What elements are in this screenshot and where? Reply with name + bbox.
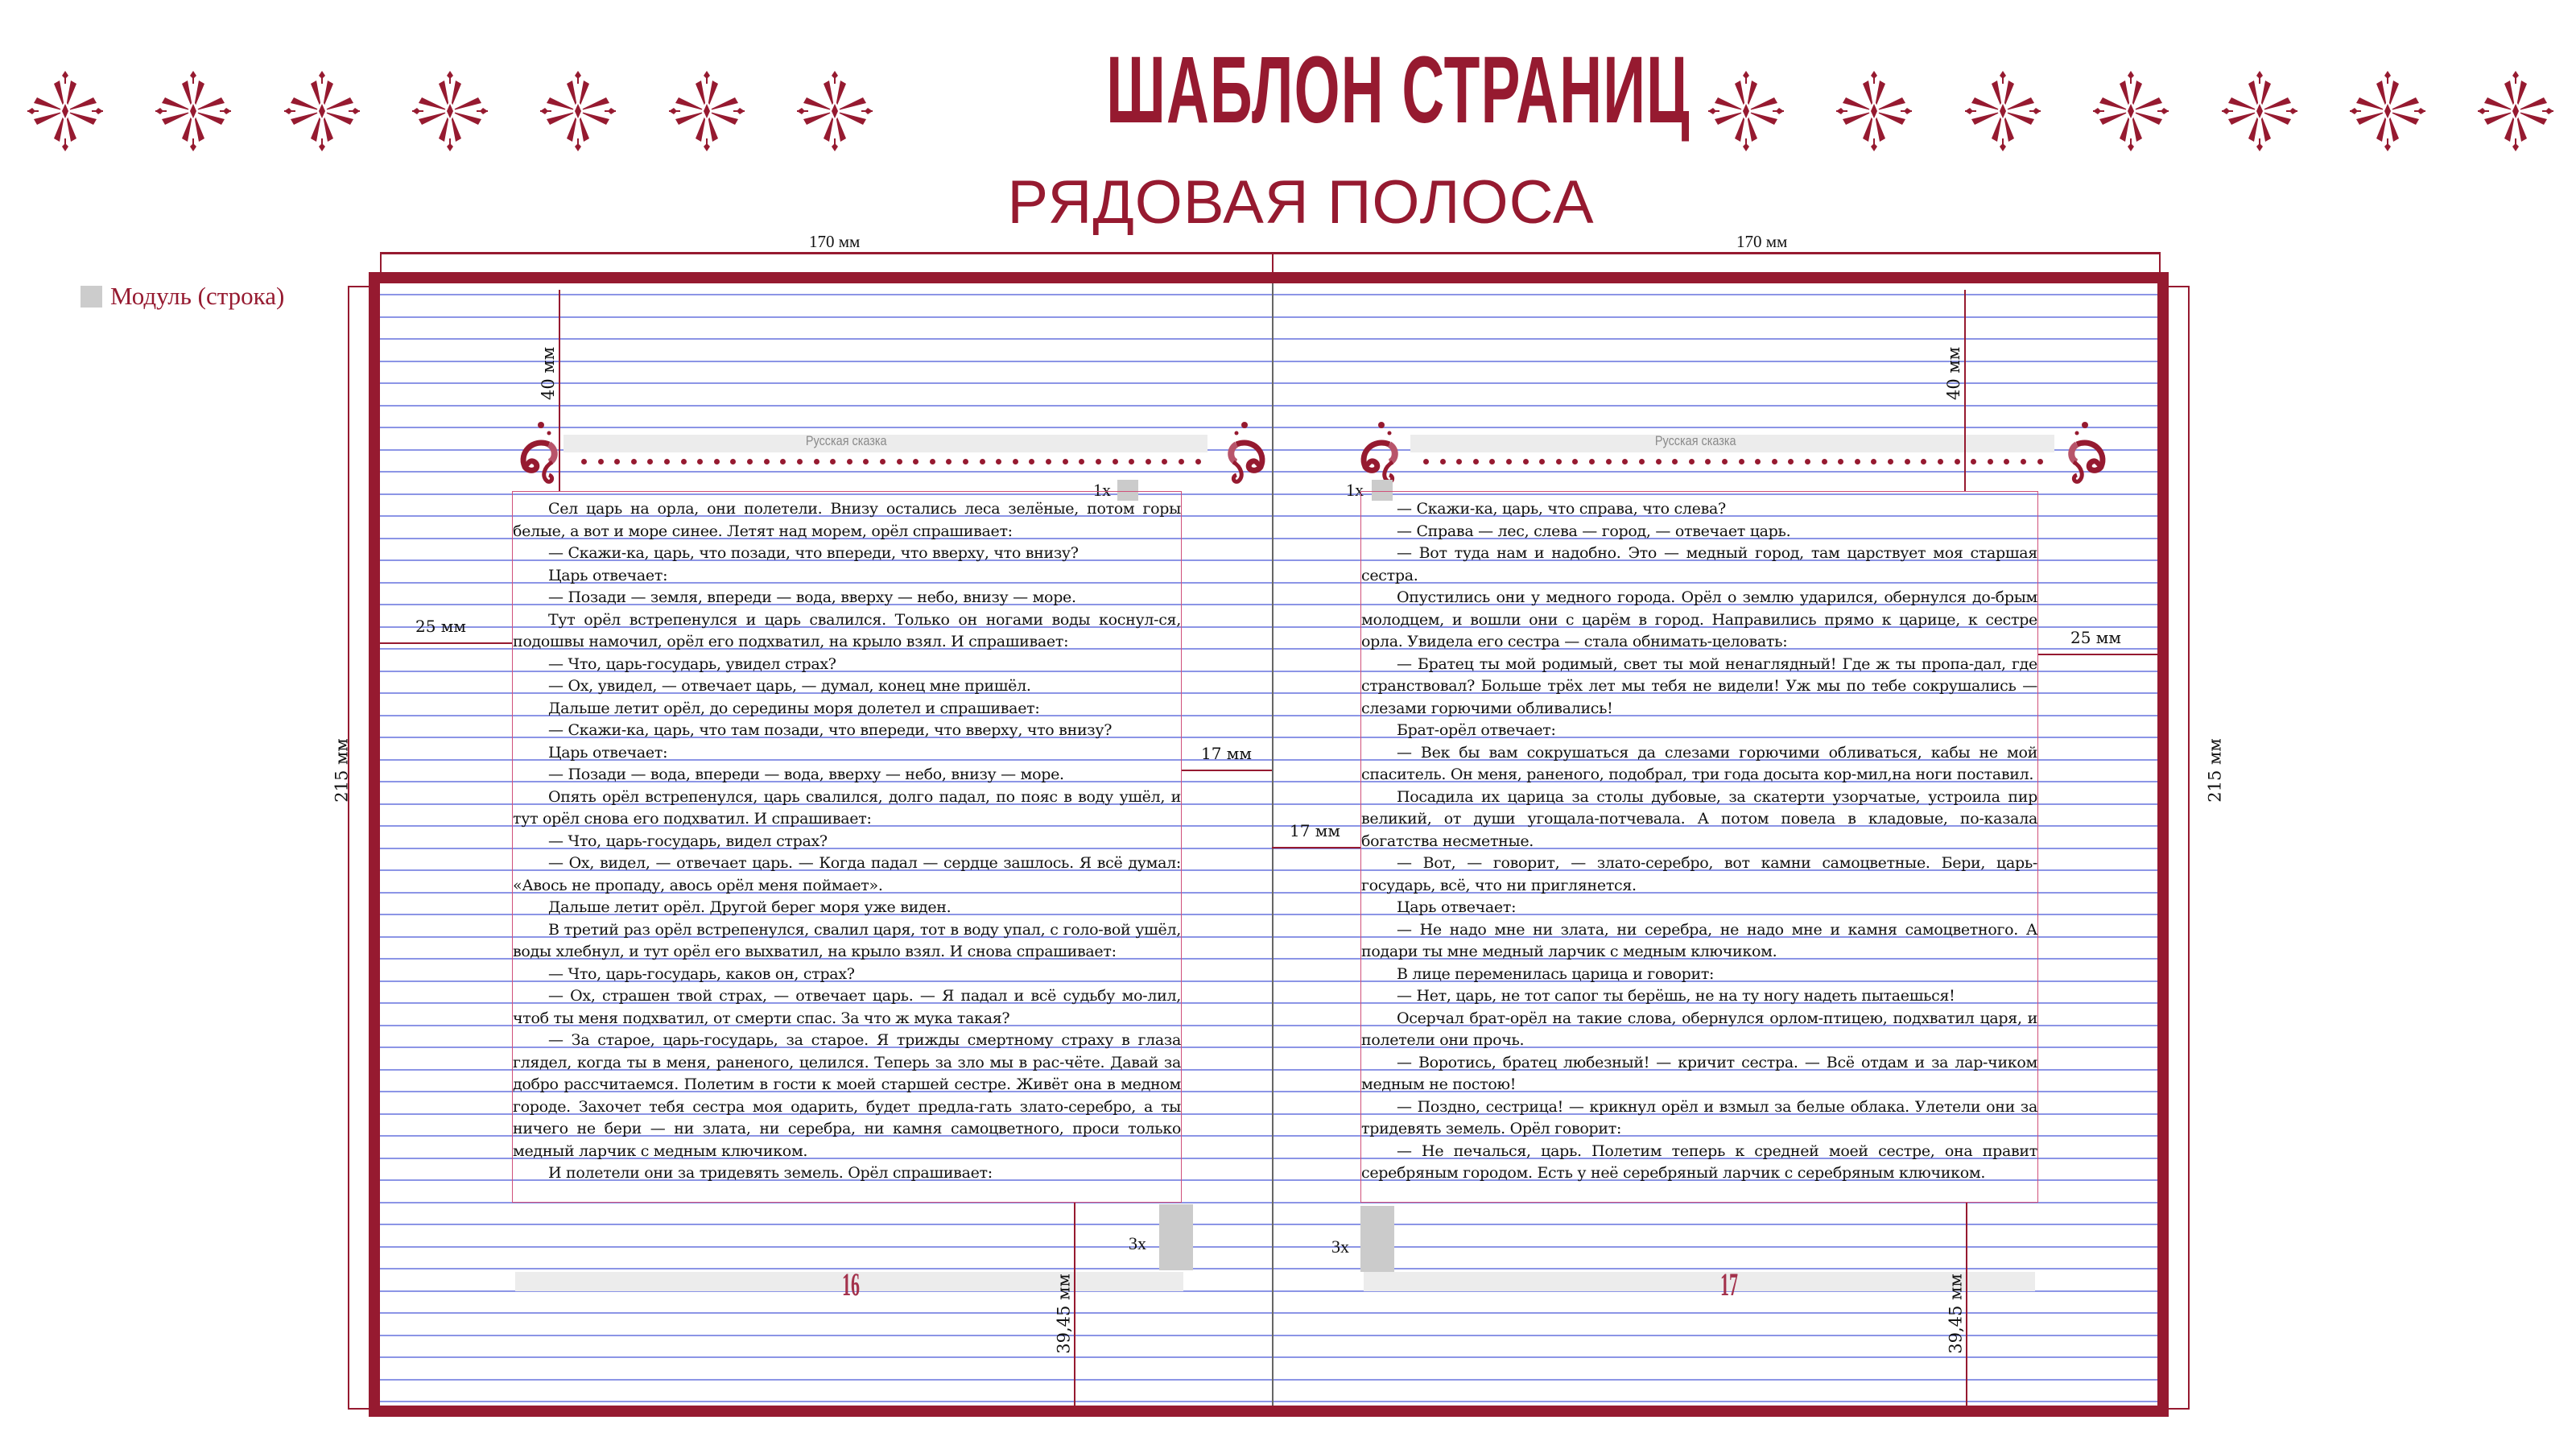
belarusian-star-ornament-icon: [284, 71, 360, 151]
paragraph: — Воротись, братец любезный! — кричит сестра. — Всё отдам и за лар-чиком медным не постою!: [1361, 1053, 2037, 1093]
dimension-height-left: [348, 286, 369, 1410]
dot: [1705, 459, 1711, 464]
dot: [996, 459, 1001, 464]
dot: [913, 459, 919, 464]
belarusian-star-ornament-icon: [2350, 71, 2425, 151]
belarusian-star-ornament-icon: [1708, 71, 1784, 151]
dot: [1129, 459, 1134, 464]
belarusian-star-ornament-icon: [155, 71, 231, 151]
dot: [2004, 459, 2009, 464]
inner-margin-arrow-right: [1272, 847, 1360, 848]
module-3x-right-label: 3x: [1331, 1236, 1349, 1257]
baseline-grid-line: [380, 294, 2157, 295]
belarusian-star-ornament-icon: [412, 71, 488, 151]
baseline-grid-line: [380, 1401, 2157, 1402]
dot: [1805, 459, 1810, 464]
dot: [714, 459, 720, 464]
body-text-left: [513, 498, 1181, 1185]
dot: [1838, 459, 1843, 464]
paragraph: — Скажи-ка, царь, что справа, что слева?: [1397, 500, 1726, 518]
dot: [697, 459, 703, 464]
page-title: ШАБЛОН СТРАНИЦ: [1106, 37, 1690, 143]
dot: [1955, 459, 1960, 464]
belarusian-star-ornament-icon: [27, 71, 103, 151]
dot: [1988, 459, 1993, 464]
running-head-left: Русская сказка: [805, 433, 887, 448]
dot: [1938, 459, 1943, 464]
paragraph: Осерчал брат-орёл на такие слова, обернулся орлом-птицею, подхватил царя, и полетели они прочь.: [1361, 1009, 2037, 1049]
spine: [1272, 283, 1274, 1406]
flourish-right-icon: [1211, 420, 1269, 485]
dot: [1162, 459, 1167, 464]
dot: [930, 459, 935, 464]
paragraph: В третий раз орёл встрепенулся, свалил царя, тот в воду упал, с голо-вой ушёл, воды хлебнул, и тут орёл его выхватил, на крыло взял. И снова спрашивает:: [513, 920, 1181, 960]
module-1x-right-label: 1x: [1346, 480, 1364, 500]
dimension-width-right-label: 170 мм: [1736, 232, 1788, 251]
dot: [880, 459, 886, 464]
dot: [1046, 459, 1051, 464]
paragraph: Царь отвечает:: [548, 566, 668, 584]
dot: [1113, 459, 1118, 464]
ornament-row-left: [0, 71, 886, 151]
dimension-height-right-label: 215 мм: [2205, 738, 2225, 803]
inner-margin-label-left: 17 мм: [1201, 744, 1252, 763]
dot: [1063, 459, 1068, 464]
dot: [1788, 459, 1794, 464]
dot: [980, 459, 985, 464]
dot: [598, 459, 604, 464]
dot: [1179, 459, 1184, 464]
dot: [730, 459, 736, 464]
paragraph: — Братец ты мой родимый, свет ты мой ненаглядный! Где ж ты пропа-дал, где странствовал? Больше трёх лет мы тебя не видели! Уж мы по тебе сокрушались — слезами горючими обливались!: [1361, 654, 2037, 717]
dot: [780, 459, 786, 464]
top-margin-arrow-right: [1964, 290, 1966, 491]
baseline-grid-line: [380, 1312, 2157, 1314]
paragraph: — Ох, страшен твой страх, — отвечает царь. — Я падал и всё судьбу мо-лил, чтоб ты меня подхватил, от смерти спас. За что ж мука такая?: [513, 987, 1181, 1027]
top-margin-arrow-left: [559, 290, 560, 491]
belarusian-star-ornament-icon: [2093, 71, 2169, 151]
paragraph: И полетели они за тридевять земель. Орёл спрашивает:: [548, 1164, 993, 1182]
outer-margin-arrow-right: [2038, 654, 2159, 655]
dot: [1622, 459, 1628, 464]
inner-margin-label-right: 17 мм: [1290, 821, 1340, 840]
page-spread: [369, 272, 2169, 1417]
text-frame-left: [512, 491, 1182, 1203]
running-head-right: Русская сказка: [1654, 433, 1736, 448]
paragraph: Дальше летит орёл. Другой берег моря уже виден.: [548, 898, 952, 916]
belarusian-star-ornament-icon: [1836, 71, 1912, 151]
flourish-left-icon: [1357, 420, 1415, 485]
top-margin-label-left: 40 мм: [539, 346, 559, 401]
page-subtitle: РЯДОВАЯ ПОЛОСА: [1007, 168, 1595, 237]
text-frame-right: [1360, 491, 2038, 1203]
paragraph: Тут орёл встрепенулся и царь свалился. Только он ногами воды коснул-ся, подошвы намочил, орёл его подхватил, на крыло взял. И спрашивает:: [513, 610, 1181, 650]
paragraph: — Что, царь-государь, видел страх?: [548, 832, 828, 850]
dot: [863, 459, 869, 464]
dot: [1489, 459, 1495, 464]
paragraph: — Справа — лес, слева — город, — отвечает царь.: [1397, 522, 1791, 540]
baseline-grid-line: [380, 1224, 2157, 1225]
belarusian-star-ornament-icon: [669, 71, 745, 151]
baseline-grid-line: [380, 1246, 2157, 1248]
belarusian-star-ornament-icon: [797, 71, 873, 151]
dot: [847, 459, 852, 464]
dot: [1672, 459, 1678, 464]
dot: [1822, 459, 1827, 464]
outer-margin-arrow-left: [380, 642, 512, 644]
paragraph: Опять орёл встрепенулся, царь свалился, долго падал, по пояс в воду ушёл, и тут орёл снова его подхватил. И спрашивает:: [513, 787, 1181, 828]
dot: [1013, 459, 1018, 464]
paragraph: Сел царь на орла, они полетели. Внизу остались леса зелёные, потом горы белые, а вот и море синее. Летят над морем, орёл спрашивает:: [513, 500, 1181, 540]
paragraph: — Скажи-ка, царь, что позади, что впереди, что вверху, что внизу?: [548, 544, 1079, 562]
dot: [1871, 459, 1876, 464]
dimension-width-left-label: 170 мм: [809, 232, 861, 251]
baseline-grid-line: [380, 1356, 2157, 1358]
dot: [1921, 459, 1926, 464]
dotted-rule-left: [581, 459, 1201, 465]
dot: [897, 459, 902, 464]
paragraph: — Не печалься, царь. Полетим теперь к средней моей сестре, она правит серебряным городом. Есть у неё серебряный ларчик с серебряным ключиком.: [1361, 1141, 2037, 1182]
baseline-grid-line: [380, 1335, 2157, 1336]
paragraph: — Позади — земля, впереди — вода, вверху — небо, внизу — море.: [548, 588, 1076, 606]
paragraph: — Поздно, сестрица! — крикнул орёл и взмыл за белые облака. Улетели они за тридевять земель. Орёл говорит:: [1361, 1097, 2037, 1137]
dot: [830, 459, 836, 464]
module-swatch: [80, 286, 102, 308]
dot: [1440, 459, 1446, 464]
dot: [963, 459, 968, 464]
baseline-grid-line: [380, 361, 2157, 362]
body-text-right: [1361, 498, 2037, 1185]
dot: [647, 459, 653, 464]
paragraph: Царь отвечает:: [1397, 898, 1517, 916]
dot: [681, 459, 687, 464]
dot: [614, 459, 620, 464]
paragraph: — Вот туда нам и надобно. Это — медный город, там царствует моя старшая сестра.: [1361, 544, 2037, 584]
outer-margin-label-left: 25 мм: [415, 617, 466, 636]
dot: [1096, 459, 1101, 464]
baseline-grid-line: [380, 382, 2157, 384]
dot: [1079, 459, 1084, 464]
baseline-grid-line: [380, 338, 2157, 340]
dot: [631, 459, 637, 464]
dot: [1739, 459, 1744, 464]
module-3x-right: [1360, 1206, 1394, 1272]
dimension-height-right: [2169, 286, 2190, 1410]
dot: [1456, 459, 1462, 464]
paragraph: — Вот, — говорит, — злато-серебро, вот камни самоцветные. Бери, царь-государь, всё, что ни приглянется.: [1361, 854, 2037, 894]
dot: [1539, 459, 1545, 464]
dot: [1589, 459, 1595, 464]
dot: [1523, 459, 1529, 464]
bottom-margin-label-right: 39,45 мм: [1946, 1274, 1966, 1354]
paragraph: Опустились они у медного города. Орёл о землю ударился, обернулся до-брым молодцем, и вошли они с царём в город. Направились прямо к царице, к сестре орла. Увидела его сестра — стала обнимать-целовать:: [1361, 588, 2037, 650]
dimension-height-left-label: 215 мм: [332, 738, 352, 803]
dot: [1971, 459, 1976, 464]
paragraph: — Позади — вода, впереди — вода, вверху — небо, внизу — море.: [548, 766, 1064, 783]
flourish-right-icon: [2051, 420, 2109, 485]
dot: [1855, 459, 1860, 464]
dot: [1423, 459, 1429, 464]
dot: [2021, 459, 2026, 464]
belarusian-star-ornament-icon: [2222, 71, 2297, 151]
dot: [1572, 459, 1578, 464]
paragraph: — Ох, видел, — отвечает царь. — Когда падал — сердце зашлось. Я всё думал: «Авось не пропаду, авось орёл меня поймает».: [513, 854, 1181, 894]
folio-band-right: [1364, 1272, 2035, 1291]
dot: [1772, 459, 1777, 464]
dot: [1146, 459, 1151, 464]
belarusian-star-ornament-icon: [1965, 71, 2041, 151]
paragraph: — Век бы вам сокрушаться да слезами горючими обливаться, кабы не мой спаситель. Он меня, раненого, подобрал, три года досыта кор-мил,на ноги поставил.: [1361, 743, 2037, 783]
paragraph: — Что, царь-государь, каков он, страх?: [548, 964, 855, 983]
baseline-grid-line: [380, 316, 2157, 318]
baseline-grid-line: [380, 405, 2157, 407]
dot: [1755, 459, 1761, 464]
dot: [1639, 459, 1645, 464]
paragraph: — Нет, царь, не тот сапог ты берёшь, не на ту ногу надеть пытаешься!: [1397, 987, 1955, 1005]
paragraph: — За старое, царь-государь, за старое. Я трижды смертному страху в глаза глядел, когда ты в меня, раненого, целился. Теперь за зло мы в рас-чёте. Давай за добро рассчитаемся. Полетим в гости к моей старшей сестре. Живёт она в медном городе. Захочет тебя сестра моя одарить, будет предла-гать злато-серебро, а ты ничего не бери — ни злата, ни серебра, ни камня самоцветного, проси только медный ларчик с медным ключиком.: [513, 1031, 1181, 1160]
paragraph: В лице переменилась царица и говорит:: [1397, 964, 1715, 983]
dot: [1506, 459, 1512, 464]
bottom-margin-arrow-right: [1966, 1203, 1967, 1406]
dot: [1888, 459, 1893, 464]
dot: [747, 459, 753, 464]
baseline-grid-line: [380, 471, 2157, 473]
bottom-margin-arrow-left: [1074, 1203, 1075, 1406]
dot: [1905, 459, 1910, 464]
paragraph: Посадила их царица за столы дубовые, за скатерти узорчатые, устроила пир великий, от души угощала-потчевала. А потом повела в кладовые, по-казала богатства несметные.: [1361, 787, 2037, 850]
baseline-grid-line: [380, 1379, 2157, 1381]
dot: [797, 459, 803, 464]
dotted-rule-right: [1423, 459, 2043, 465]
module-3x-left: [1159, 1204, 1193, 1270]
paragraph: — Скажи-ка, царь, что там позади, что впереди, что вверху, что внизу?: [548, 721, 1113, 739]
dot: [814, 459, 819, 464]
dot: [764, 459, 770, 464]
dot: [581, 459, 587, 464]
dot: [1556, 459, 1562, 464]
paragraph: Царь отвечает:: [548, 743, 668, 762]
inner-margin-arrow-left: [1182, 770, 1272, 771]
paragraph: — Не надо мне ни злата, ни серебра, не надо мне и камня самоцветного. А подари ты мне медный ларчик с медным ключиком.: [1361, 920, 2037, 960]
outer-margin-label-right: 25 мм: [2070, 628, 2121, 647]
dot: [1606, 459, 1612, 464]
dot: [1473, 459, 1479, 464]
baseline-grid-line: [380, 1268, 2157, 1269]
module-1x-left-label: 1x: [1093, 480, 1111, 500]
bottom-margin-label-left: 39,45 мм: [1054, 1274, 1074, 1354]
flourish-left-icon: [517, 420, 575, 485]
dot: [946, 459, 952, 464]
page-number-right: 17: [1720, 1266, 1738, 1302]
legend: [80, 282, 284, 311]
paragraph: Брат-орёл отвечает:: [1397, 721, 1556, 739]
dot: [1656, 459, 1662, 464]
top-margin-label-right: 40 мм: [1944, 346, 1964, 401]
dot: [1195, 459, 1201, 464]
paragraph: — Ох, увидел, — отвечает царь, — думал, конец мне пришёл.: [548, 677, 1031, 695]
dot: [1689, 459, 1695, 464]
dot: [1722, 459, 1728, 464]
legend-label: Модуль (строка): [110, 282, 285, 310]
dot: [664, 459, 670, 464]
belarusian-star-ornament-icon: [540, 71, 616, 151]
page-number-left: 16: [842, 1266, 860, 1302]
dot: [2037, 459, 2043, 464]
paragraph: Дальше летит орёл, до середины моря долетел и спрашивает:: [548, 699, 1040, 717]
dot: [1029, 459, 1034, 464]
baseline-grid-line: [380, 427, 2157, 428]
module-3x-left-label: 3x: [1129, 1233, 1146, 1253]
ornament-row-right: [1690, 71, 2576, 151]
belarusian-star-ornament-icon: [2478, 71, 2553, 151]
paragraph: — Что, царь-государь, увидел страх?: [548, 654, 836, 673]
